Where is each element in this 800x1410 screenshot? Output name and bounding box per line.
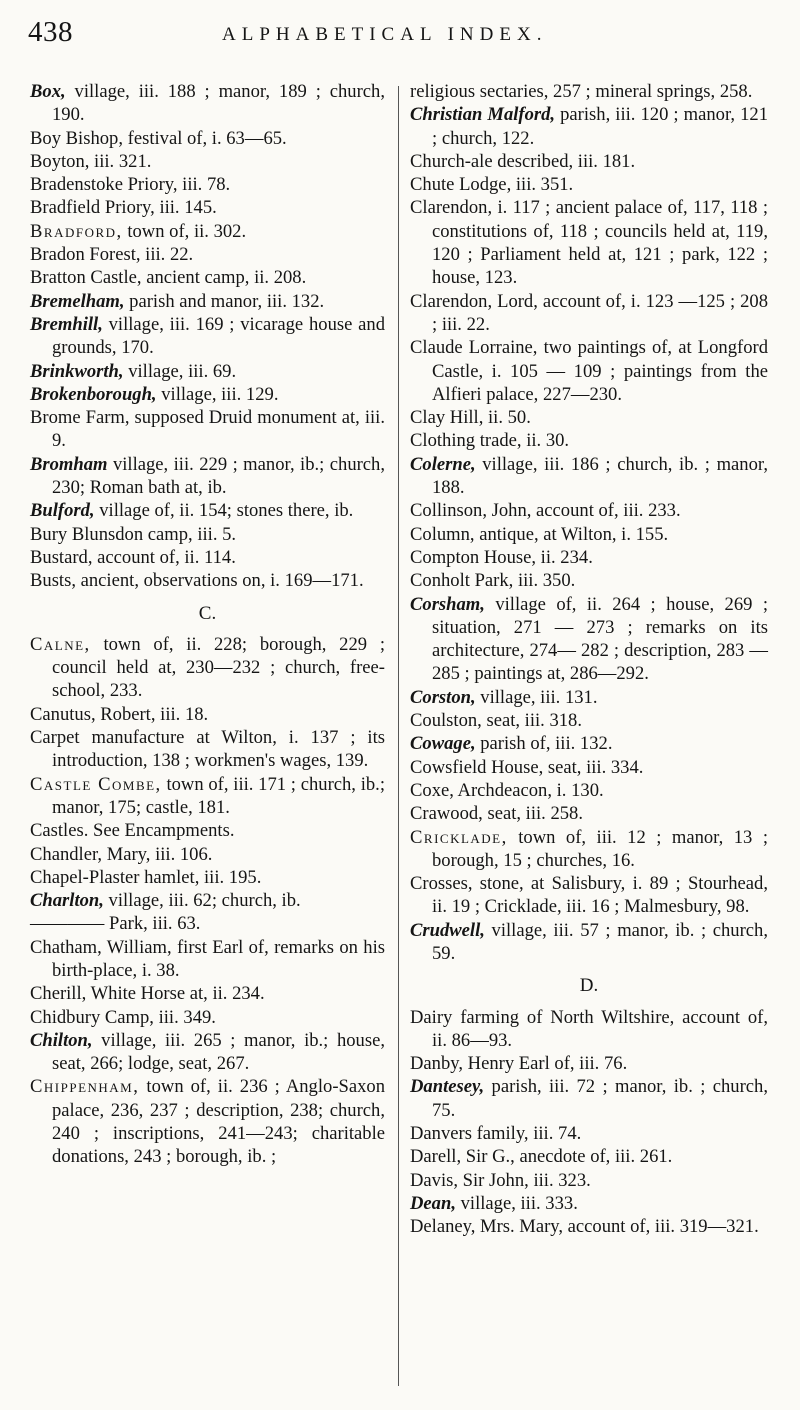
- index-entry: [30, 173, 385, 196]
- entry-text: religious sectaries, 257 ; mineral springs, 258.: [410, 81, 753, 102]
- entry-heading: Chilton,: [30, 1029, 93, 1051]
- entry-text: parish, iii. 72 ; manor, ib. ; church, 75.: [432, 1076, 768, 1121]
- entry-text: Bury Blunsdon camp, iii. 5.: [30, 523, 237, 545]
- index-entry: [30, 523, 385, 546]
- index-entry: [30, 889, 385, 912]
- entry-text: Dairy farming of North Wiltshire, account of, ii. 86—93.: [410, 1006, 768, 1051]
- index-entry: [410, 173, 768, 196]
- entry-text: village, iii. 333.: [455, 1192, 578, 1214]
- entry-text: Clay Hill, ii. 50.: [410, 407, 531, 429]
- index-entry: [410, 779, 768, 802]
- entry-text: Delaney, Mrs. Mary, account of, iii. 319—321.: [410, 1216, 759, 1238]
- entry-text: Canutus, Robert, iii. 18.: [30, 703, 209, 725]
- entry-heading: Colerne,: [410, 453, 476, 475]
- index-entry: [410, 103, 768, 150]
- index-entry: [410, 406, 768, 429]
- index-entry: [30, 499, 385, 522]
- index-entry: [410, 150, 768, 173]
- index-entry: [30, 773, 385, 820]
- entry-text: Bradfield Priory, iii. 145.: [30, 197, 217, 219]
- entry-text: town of, iii. 12 ; manor, 13 ; borough, 15 ; churches, 16.: [432, 826, 768, 871]
- index-entry: [410, 569, 768, 592]
- entry-text: village of, ii. 154; stones there, ib.: [94, 500, 354, 522]
- entry-text: village of, ii. 264 ; house, 269 ; situation, 271 — 273 ; remarks on its architecture, 274— 282 ; description, 283 — 285 ; paintings at, 286—292.: [432, 593, 768, 685]
- index-entry: [30, 243, 385, 266]
- entry-text: town of, ii. 236 ; Anglo-Saxon palace, 236, 237 ; description, 238; church, 240 ; inscriptions, 241—243; charitable donations, 243 ; borough, ib. ;: [52, 1076, 385, 1168]
- index-entry: [30, 453, 385, 500]
- entry-text: village, iii. 69.: [123, 360, 237, 382]
- index-entry: [30, 1075, 385, 1168]
- entry-text: Castles. See Encampments.: [30, 820, 235, 842]
- entry-heading: Bromham: [30, 453, 108, 475]
- index-entry: [30, 569, 385, 592]
- index-entry: [30, 290, 385, 313]
- entry-text: Bradenstoke Priory, iii. 78.: [30, 174, 231, 196]
- index-entry: [30, 546, 385, 569]
- index-entry: [410, 1006, 768, 1053]
- entry-text: Danvers family, iii. 74.: [410, 1123, 582, 1145]
- index-entry: [410, 732, 768, 755]
- column-divider: [398, 86, 399, 1386]
- index-entry: [410, 499, 768, 522]
- index-entry: [30, 1006, 385, 1029]
- entry-heading: Box,: [30, 81, 66, 102]
- entry-text: village, iii. 188 ; manor, 189 ; church, 190.: [52, 81, 385, 126]
- entry-heading: Cowage,: [410, 733, 476, 755]
- index-entry: [30, 406, 385, 453]
- entry-heading: Chippenham,: [30, 1076, 140, 1098]
- entry-text: Chandler, Mary, iii. 106.: [30, 843, 213, 865]
- index-entry: [410, 1052, 768, 1075]
- entry-text: Clarendon, Lord, account of, i. 123 —125 ; 208 ; iii. 22.: [410, 290, 768, 335]
- entry-text: parish and manor, iii. 132.: [124, 290, 325, 312]
- entry-heading: Crudwell,: [410, 919, 485, 941]
- entry-text: Clarendon, i. 117 ; ancient palace of, 117, 118 ; constitutions of, 118 ; councils held at, 119, 120 ; Parliament held at, 121 ; park, 122 ; house, 123.: [410, 197, 768, 289]
- index-entry: [410, 453, 768, 500]
- index-entry: [410, 826, 768, 873]
- index-entry: [410, 593, 768, 686]
- entry-text: Claude Lorraine, two paintings of, at Longford Castle, i. 105 — 109 ; paintings from the Alfieri palace, 227—230.: [410, 337, 768, 405]
- index-entry: [410, 546, 768, 569]
- entry-text: Clothing trade, ii. 30.: [410, 430, 570, 452]
- index-entry: [30, 866, 385, 889]
- entry-heading: Bradford,: [30, 220, 123, 242]
- index-entry: [410, 523, 768, 546]
- entry-text: Bustard, account of, ii. 114.: [30, 546, 236, 568]
- entry-heading: Cricklade,: [410, 826, 508, 848]
- index-entry: [410, 1075, 768, 1122]
- entry-heading: Corsham,: [410, 593, 485, 615]
- entry-text: village, iii. 62; church, ib.: [103, 890, 301, 912]
- index-entry: [410, 80, 768, 103]
- page-header: [22, 14, 782, 58]
- entry-heading: Calne,: [30, 633, 91, 655]
- index-entry: [410, 336, 768, 406]
- entry-text: Chatham, William, first Earl of, remarks on his birth-place, i. 38.: [30, 936, 385, 981]
- entry-text: village, iii. 131.: [475, 686, 598, 708]
- entry-text: Boyton, iii. 321.: [30, 150, 152, 172]
- entry-text: Conholt Park, iii. 350.: [410, 570, 576, 592]
- entry-text: parish, iii. 120 ; manor, 121 ; church, 122.: [432, 104, 768, 149]
- entry-text: Compton House, ii. 234.: [410, 546, 593, 568]
- entry-text: Darell, Sir G., anecdote of, iii. 261.: [410, 1146, 673, 1168]
- index-entry: [30, 80, 385, 127]
- index-entry: [410, 1215, 768, 1238]
- index-entry: [410, 290, 768, 337]
- index-entry: [410, 1122, 768, 1145]
- index-column-left: [30, 80, 385, 1169]
- index-entry: [410, 919, 768, 966]
- index-column-right: [410, 80, 768, 1239]
- entry-text: town of, iii. 171 ; church, ib.; manor, 175; castle, 181.: [52, 773, 385, 818]
- index-entry: [30, 313, 385, 360]
- index-entry: [30, 383, 385, 406]
- entry-text: Park, iii. 63.: [109, 913, 201, 935]
- index-entry: [30, 196, 385, 219]
- index-entry: [30, 982, 385, 1005]
- index-entry: [30, 936, 385, 983]
- entry-text: town of, ii. 228; borough, 229 ; council held at, 230—232 ; church, free-school, 233.: [52, 633, 385, 702]
- index-entry: [30, 912, 385, 935]
- entry-heading: Bulford,: [30, 500, 95, 522]
- index-entry: [410, 196, 768, 289]
- index-entry: [30, 127, 385, 150]
- entry-heading: Corston,: [410, 686, 476, 708]
- index-entry: [410, 1192, 768, 1215]
- entry-text: Chidbury Camp, iii. 349.: [30, 1006, 216, 1028]
- entry-text: village, iii. 265 ; manor, ib.; house, seat, 266; lodge, seat, 267.: [52, 1029, 385, 1075]
- entry-text: Bratton Castle, ancient camp, ii. 208.: [30, 267, 307, 289]
- entry-text: parish of, iii. 132.: [475, 733, 613, 755]
- entry-heading: Bremhill,: [30, 313, 103, 335]
- index-entry: [30, 726, 385, 773]
- entry-text: town of, ii. 302.: [122, 220, 247, 242]
- entry-text: Cherill, White Horse at, ii. 234.: [30, 983, 265, 1005]
- entry-text: Coulston, seat, iii. 318.: [410, 710, 582, 732]
- index-entry: [30, 819, 385, 842]
- entry-text: Danby, Henry Earl of, iii. 76.: [410, 1053, 628, 1075]
- entry-text: Bradon Forest, iii. 22.: [30, 244, 194, 266]
- index-entry: [30, 220, 385, 243]
- entry-text: Cowsfield House, seat, iii. 334.: [410, 756, 644, 778]
- running-title: ALPHABETICAL INDEX.: [222, 24, 548, 45]
- entry-text: Crawood, seat, iii. 258.: [410, 803, 583, 825]
- entry-text: village, iii. 186 ; church, ib. ; manor, 188.: [432, 453, 768, 499]
- entry-text: Crosses, stone, at Salisbury, i. 89 ; Stourhead, ii. 19 ; Cricklade, iii. 16 ; Malmesbury, 98.: [410, 873, 768, 918]
- section-letter: C.: [198, 602, 217, 624]
- entry-text: Coxe, Archdeacon, i. 130.: [410, 779, 604, 801]
- entry-heading: ————: [30, 913, 110, 935]
- index-entry: [30, 1029, 385, 1076]
- index-entry: [30, 703, 385, 726]
- index-entry: [410, 1145, 768, 1168]
- entry-text: Church-ale described, iii. 181.: [410, 150, 636, 172]
- entry-heading: Brinkworth,: [30, 360, 124, 382]
- entry-text: Column, antique, at Wilton, i. 155.: [410, 523, 669, 545]
- entry-heading: Bremelham,: [30, 290, 125, 312]
- entry-text: Boy Bishop, festival of, i. 63—65.: [30, 127, 287, 149]
- index-entry: [30, 633, 385, 703]
- index-entry: [410, 686, 768, 709]
- entry-text: village, iii. 229 ; manor, ib.; church, 230; Roman bath at, ib.: [52, 453, 385, 499]
- entry-text: village, iii. 169 ; vicarage house and grounds, 170.: [52, 313, 385, 359]
- entry-text: village, iii. 57 ; manor, ib. ; church, 59.: [432, 919, 768, 964]
- index-entry: [410, 429, 768, 452]
- index-entry: [30, 266, 385, 289]
- index-entry: [410, 872, 768, 919]
- index-entry: [410, 802, 768, 825]
- entry-heading: Christian Malford,: [410, 104, 556, 126]
- entry-text: Carpet manufacture at Wilton, i. 137 ; its introduction, 138 ; workmen's wages, 139.: [30, 727, 385, 772]
- entry-text: Davis, Sir John, iii. 323.: [410, 1169, 591, 1191]
- entry-text: Chute Lodge, iii. 351.: [410, 174, 574, 196]
- entry-text: Chapel-Plaster hamlet, iii. 195.: [30, 866, 262, 888]
- page-number: 438: [28, 16, 73, 48]
- index-entry: [410, 709, 768, 732]
- index-entry: [410, 1169, 768, 1192]
- entry-heading: Brokenborough,: [30, 383, 157, 405]
- index-entry: [30, 843, 385, 866]
- entry-heading: Dean,: [410, 1192, 456, 1214]
- index-entry: [30, 360, 385, 383]
- entry-heading: Castle Combe,: [30, 773, 162, 795]
- entry-heading: Dantesey,: [410, 1076, 485, 1098]
- section-letter: D.: [579, 975, 599, 997]
- entry-text: Busts, ancient, observations on, i. 169—171.: [30, 570, 364, 592]
- entry-text: Collinson, John, account of, iii. 233.: [410, 500, 681, 522]
- entry-text: village, iii. 129.: [156, 383, 279, 405]
- index-entry: [410, 756, 768, 779]
- entry-heading: Charlton,: [30, 890, 104, 912]
- index-entry: [30, 150, 385, 173]
- entry-text: Brome Farm, supposed Druid monument at, iii. 9.: [30, 407, 385, 452]
